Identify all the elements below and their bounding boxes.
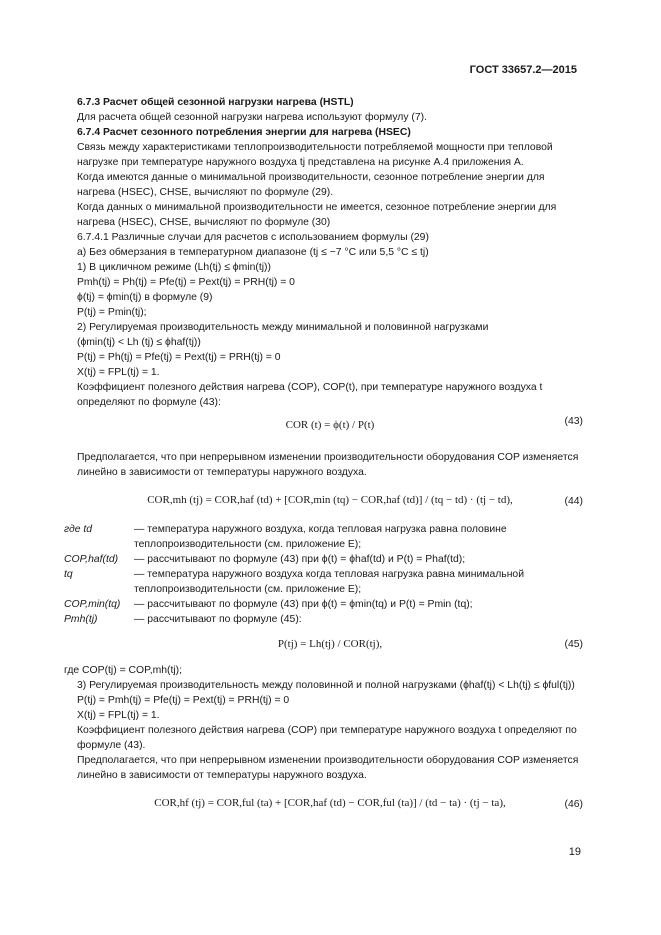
standard-header: ГОСТ 33657.2—2015 — [469, 64, 577, 76]
definition-list — [64, 522, 583, 627]
paragraph: 6.7.4.1 Различные случаи для расчетов с использованием формулы (29) — [77, 232, 429, 243]
paragraph: Предполагается, что при непрерывном изменении производительности оборудования COP изменяется линейно в зависимости от температуры наружного воздуха. — [77, 755, 579, 781]
formula-46-number: (46) — [564, 799, 583, 810]
equation-line: X(tj) = FPL(tj) = 1. — [77, 367, 160, 378]
paragraph: 1) В цикличном режиме (Lh(tj) ≤ ϕmin(tj)) — [77, 262, 271, 273]
document-body — [64, 95, 583, 825]
equation-line: X(tj) = FPL(tj) = 1. — [77, 710, 160, 721]
equation-line: ϕ(tj) = ϕmin(tj) в формуле (9) — [77, 292, 213, 303]
paragraph: Связь между характеристиками теплопроизводительности потребляемой мощности при тепловой нагрузке при температуре наружного воздуха tj представлена на рисунке А.4 приложения А. — [77, 142, 553, 168]
formula-45-expr: P(tj) = Lh(tj) / COR(tj), — [277, 638, 383, 650]
paragraph: где COP(tj) = COP,mh(tj); — [64, 665, 183, 676]
section-heading-6-7-3: 6.7.3 Расчет общей сезонной нагрузки нагрева (HSTL) — [77, 97, 354, 108]
paragraph: Коэффициент полезного действия нагрева (COP) при температуре наружного воздуха t определяют по формуле (43). — [77, 725, 577, 751]
formula-46-expr: COR,hf (tj) = COR,ful (ta) + [COR,haf (td) − COR,ful (ta)] / (td − ta) · (tj − ta), — [154, 797, 506, 809]
paragraph: Коэффициент полезного действия нагрева (COP), COP(t), при температуре наружного воздуха t определяют по формуле (43): — [77, 382, 543, 408]
equation-line: P(tj) = Ph(tj) = Pfe(tj) = Pext(tj) = PRH(tj) = 0 — [77, 352, 281, 363]
formula-44 — [77, 480, 583, 522]
paragraph: а) Без обмерзания в температурном диапазоне (tj ≤ −7 °C или 5,5 °C ≤ tj) — [77, 247, 429, 258]
definition-row — [64, 612, 583, 627]
section-heading-6-7-4: 6.7.4 Расчет сезонного потребления энергии для нагрева (HSEC) — [77, 127, 411, 138]
definition-term: COP,haf(td) — [64, 554, 119, 565]
definition-row — [64, 522, 583, 552]
definition-row — [64, 567, 583, 597]
formula-43 — [77, 410, 583, 444]
definition-text: — рассчитывают по формуле (43) при ϕ(t) = ϕmin(tq) и P(t) = Pmin (tq); — [134, 599, 473, 610]
definition-row — [64, 597, 583, 612]
definition-term: COP,min(tq) — [64, 599, 121, 610]
equation-line: Pmh(tj) = Ph(tj) = Pfe(tj) = Pext(tj) = PRH(tj) = 0 — [77, 277, 295, 288]
definition-text: — температура наружного воздуха, когда тепловая нагрузка равна половине теплопроизводительности (см. приложение Е); — [134, 524, 507, 550]
definition-term: tq — [64, 569, 73, 580]
paragraph: 2) Регулируемая производительность между минимальной и половинной нагрузками — [77, 322, 489, 333]
formula-44-number: (44) — [564, 496, 583, 507]
paragraph: Для расчета общей сезонной нагрузки нагрева используют формулу (7). — [77, 112, 428, 123]
formula-44-expr: COR,mh (tj) = COR,haf (td) + [COR,min (tq) − COR,haf (td)] / (tq − td) · (tj − td), — [147, 494, 513, 506]
paragraph: Когда данных о минимальной производительности не имеется, сезонное потребление энергии для нагрева (HSEC), CHSE, вычисляют по формуле (30) — [77, 202, 557, 228]
definition-term: где td — [64, 524, 93, 535]
formula-46 — [77, 783, 583, 825]
equation-line: P(tj) = Pmh(tj) = Pfe(tj) = Pext(tj) = PRH(tj) = 0 — [77, 695, 290, 706]
definition-text: — рассчитывают по формуле (43) при ϕ(t) = ϕhaf(td) и P(t) = Phaf(td); — [134, 554, 466, 565]
paragraph: Когда имеются данные о минимальной производительности, сезонное потребление энергии для нагрева (HSEC), CHSE, вычисляют по формуле (29). — [77, 172, 545, 198]
formula-45-number: (45) — [564, 639, 583, 650]
definition-text: — рассчитывают по формуле (45): — [134, 614, 302, 625]
definition-row — [64, 552, 583, 567]
page-number: 19 — [568, 846, 581, 858]
paragraph: 3) Регулируемая производительность между половинной и полной нагрузками (ϕhaf(tj) < Lh(tj) ≤ ϕful(tj)) — [77, 680, 575, 691]
paragraph: Предполагается, что при непрерывном изменении производительности оборудования COP изменяется линейно в зависимости от температуры наружного воздуха. — [77, 452, 579, 478]
formula-43-number: (43) — [564, 416, 583, 427]
equation-line: P(tj) = Pmin(tj); — [77, 307, 147, 318]
equation-line: (ϕmin(tj) < Lh (tj) ≤ ϕhaf(tj)) — [77, 337, 201, 348]
definition-term: Pmh(tj) — [64, 614, 98, 625]
definition-text: — температура наружного воздуха когда тепловая нагрузка равна минимальной теплопроизводительности (см. приложение Е); — [134, 569, 525, 595]
formula-43-expr: COR (t) = ϕ(t) / P(t) — [285, 419, 375, 431]
formula-45 — [77, 627, 583, 663]
